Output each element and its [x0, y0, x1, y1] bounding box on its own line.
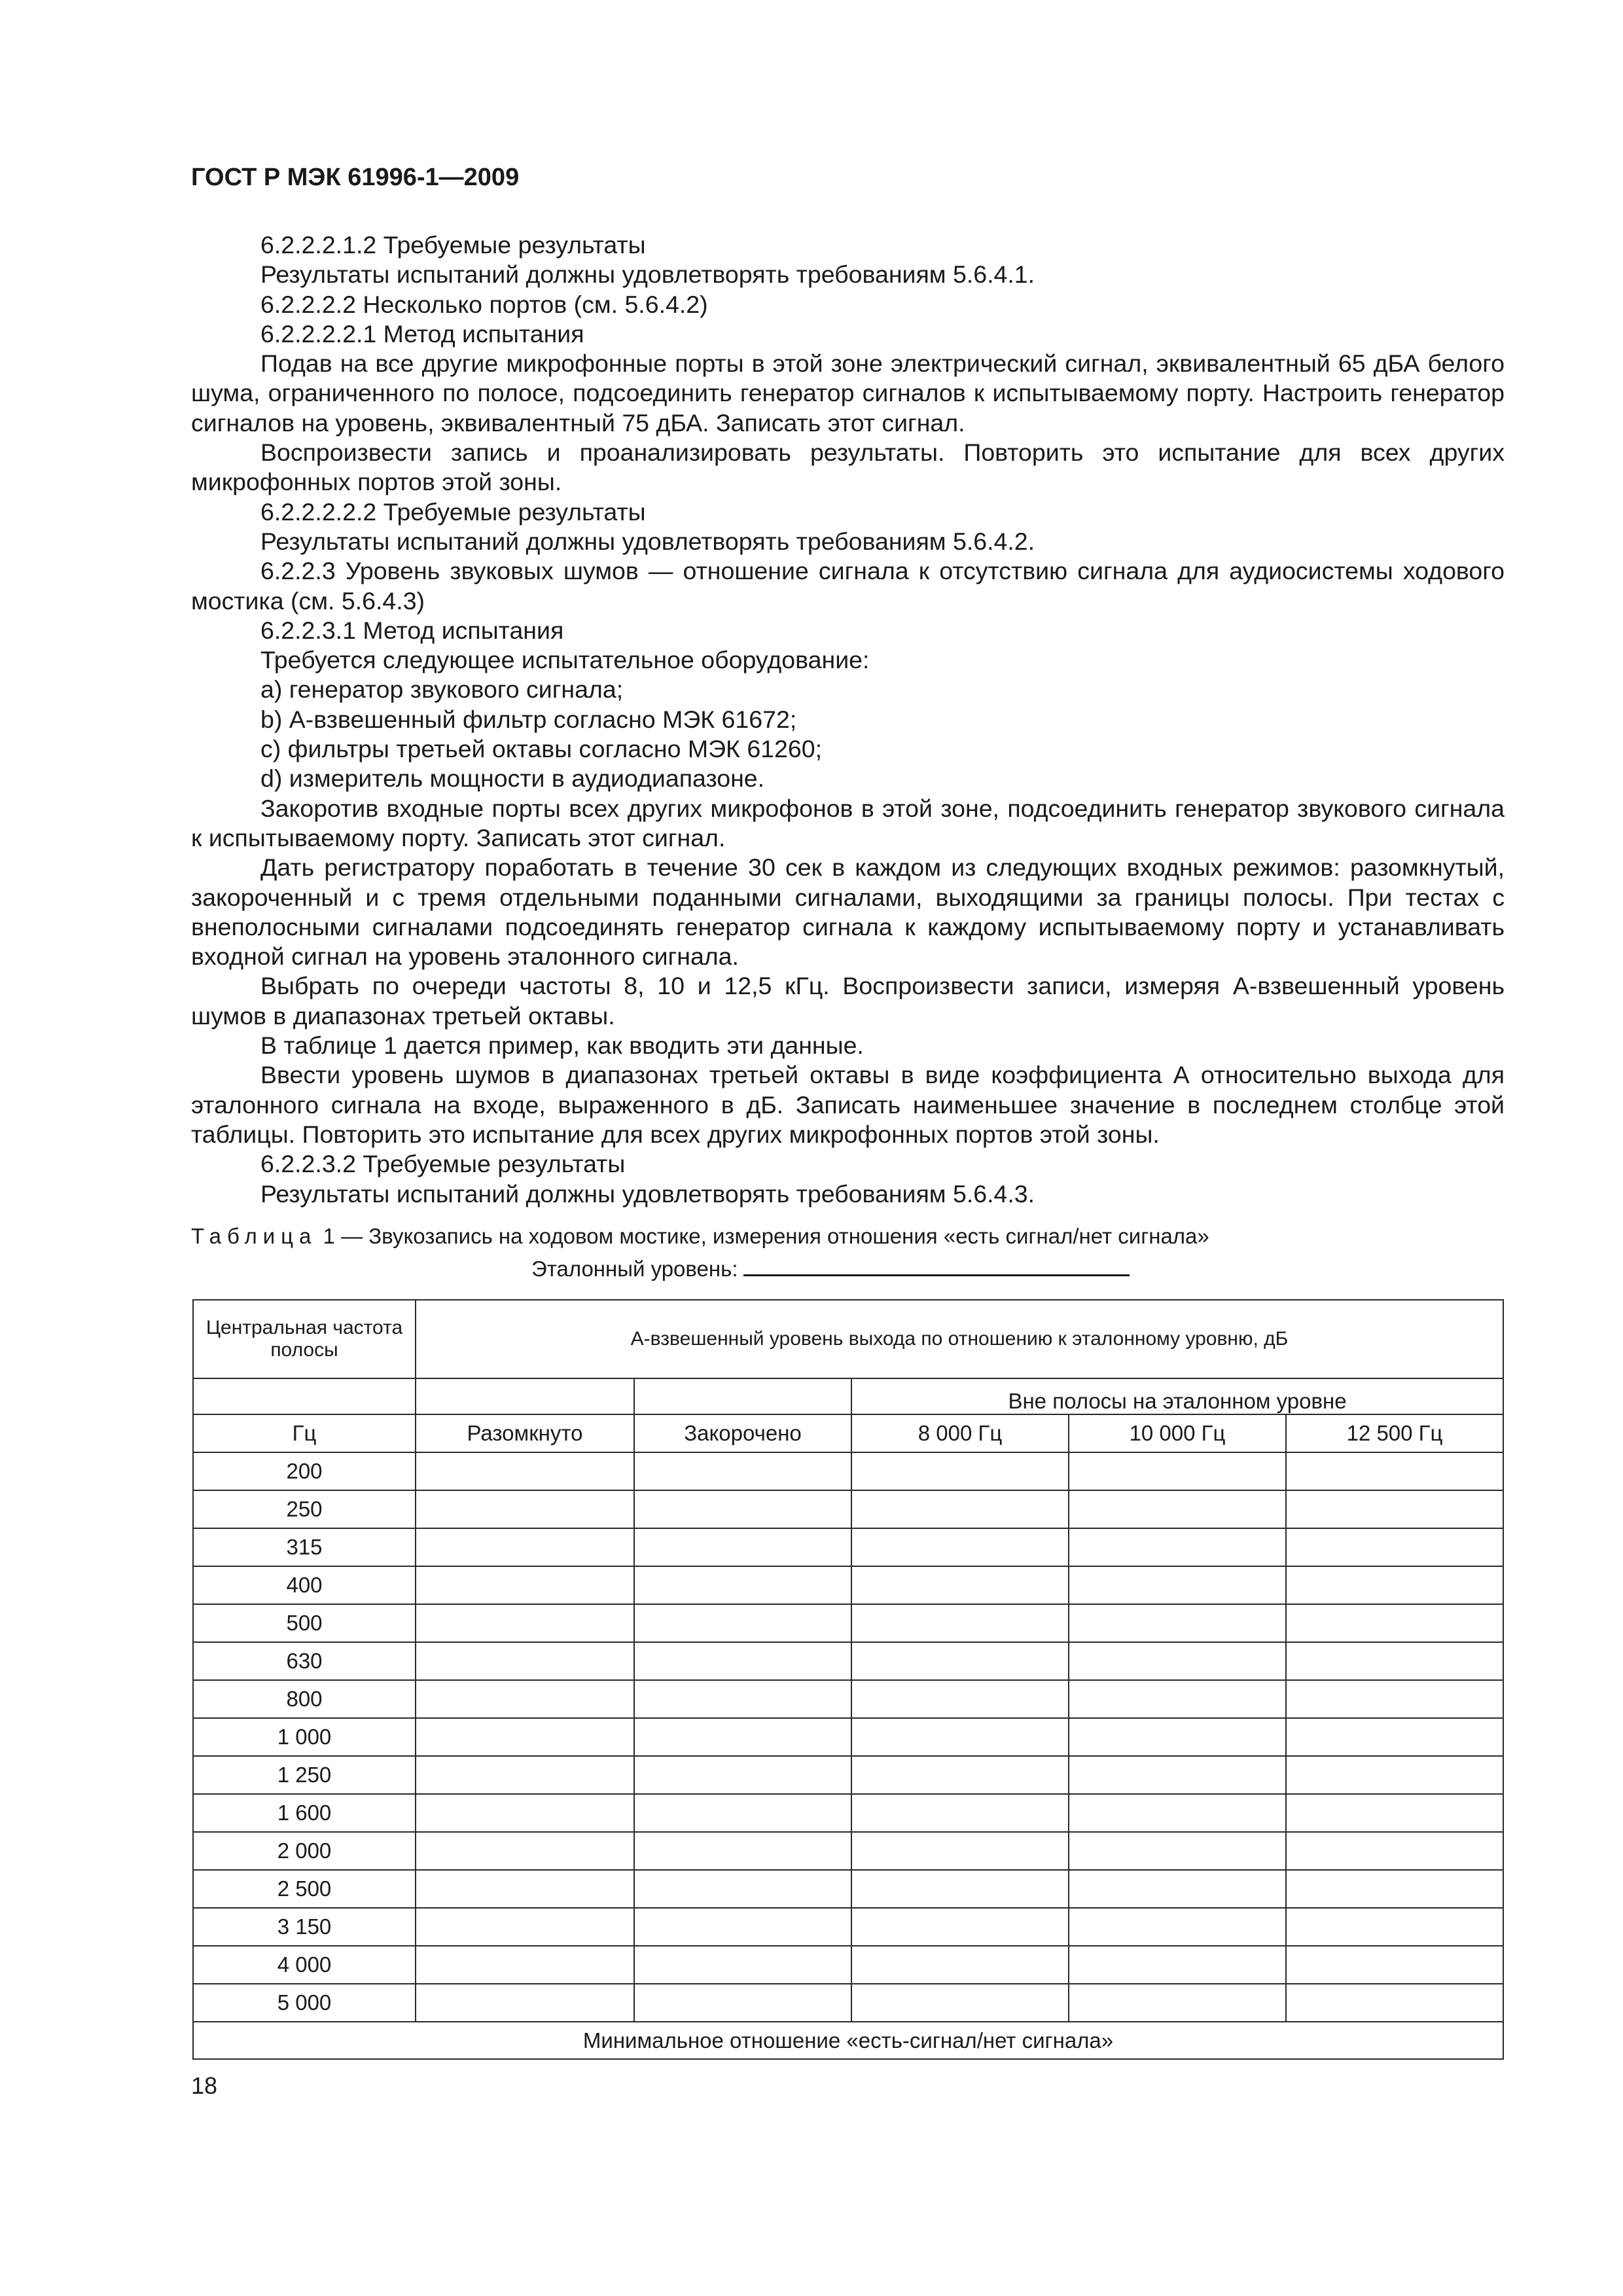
table-row [193, 1946, 1503, 1984]
paragraph: 6.2.2.2.2 Несколько портов (см. 5.6.4.2) [260, 290, 708, 318]
empty-value-cell[interactable] [634, 1604, 851, 1642]
empty-value-cell[interactable] [1069, 1832, 1286, 1870]
paragraph: Результаты испытаний должны удовлетворять требованиям 5.6.4.2. [260, 527, 1035, 555]
header-blank-cell [416, 1378, 634, 1414]
column-header: Гц [193, 1414, 416, 1452]
empty-value-cell[interactable] [1069, 1718, 1286, 1756]
empty-value-cell[interactable] [1286, 1794, 1503, 1832]
empty-value-cell[interactable] [851, 1832, 1069, 1870]
empty-value-cell[interactable] [416, 1908, 634, 1946]
paragraph: d) измеритель мощности в аудиодиапазоне. [260, 764, 765, 793]
paragraph: с) фильтры третьей октавы согласно МЭК 61260; [260, 735, 823, 763]
empty-value-cell[interactable] [851, 1490, 1069, 1528]
empty-value-cell[interactable] [634, 1528, 851, 1566]
empty-value-cell[interactable] [851, 1908, 1069, 1946]
table-row [193, 1908, 1503, 1946]
header-blank-cell [193, 1378, 416, 1414]
empty-value-cell[interactable] [1286, 1984, 1503, 2022]
empty-value-cell[interactable] [634, 1946, 851, 1984]
table-row [193, 1566, 1503, 1604]
paragraph: 6.2.2.3 Уровень звуковых шумов — отношение сигнала к отсутствию сигнала для аудиосистемы ходового мостика (см. 5.6.4.3) [191, 557, 1505, 615]
empty-value-cell[interactable] [416, 1490, 634, 1528]
frequency-cell: 500 [193, 1604, 416, 1642]
paragraph: Подав на все другие микрофонные порты в этой зоне электрический сигнал, эквивалентный 65 дБА белого шума, ограниченного по полосе, подсоединить генератор сигналов к испытываемому порту. Настроить генератор сигналов на уровень, эквивалентный 75 дБА. Записать этот сигнал. [191, 350, 1505, 437]
empty-value-cell[interactable] [416, 1528, 634, 1566]
empty-value-cell[interactable] [1286, 1680, 1503, 1718]
empty-value-cell[interactable] [851, 1452, 1069, 1490]
paragraph: Требуется следующее испытательное оборудование: [260, 646, 870, 674]
empty-value-cell[interactable] [851, 1566, 1069, 1604]
empty-value-cell[interactable] [416, 1870, 634, 1908]
empty-value-cell[interactable] [1286, 1718, 1503, 1756]
empty-value-cell[interactable] [634, 1870, 851, 1908]
frequency-cell: 1 250 [193, 1756, 416, 1794]
empty-value-cell[interactable] [634, 1490, 851, 1528]
frequency-cell: 5 000 [193, 1984, 416, 2022]
frequency-cell: 2 500 [193, 1870, 416, 1908]
empty-value-cell[interactable] [1069, 1604, 1286, 1642]
empty-value-cell[interactable] [634, 1794, 851, 1832]
frequency-cell: 250 [193, 1490, 416, 1528]
table-row [193, 1794, 1503, 1832]
paragraph: Закоротив входные порты всех других микрофонов в этой зоне, подсоединить генератор звукового сигнала к испытываемому порту. Записать этот сигнал. [191, 794, 1505, 852]
empty-value-cell[interactable] [634, 1566, 851, 1604]
empty-value-cell[interactable] [1286, 1642, 1503, 1680]
empty-value-cell[interactable] [1069, 1908, 1286, 1946]
table-row [193, 1528, 1503, 1566]
body-text [191, 230, 1505, 1209]
empty-value-cell[interactable] [634, 1680, 851, 1718]
table-caption-text: 1 — Звукозапись на ходовом мостике, измерения отношения «есть сигнал/нет сигнала» [317, 1224, 1209, 1248]
column-header: 10 000 Гц [1069, 1414, 1286, 1452]
empty-value-cell[interactable] [851, 1756, 1069, 1794]
page-number: 18 [191, 2072, 218, 2099]
empty-value-cell[interactable] [416, 1794, 634, 1832]
empty-value-cell[interactable] [416, 1984, 634, 2022]
empty-value-cell[interactable] [851, 1528, 1069, 1566]
empty-value-cell[interactable] [416, 1604, 634, 1642]
frequency-cell: 1 600 [193, 1794, 416, 1832]
column-header: 12 500 Гц [1286, 1414, 1503, 1452]
paragraph: b) А-взвешенный фильтр согласно МЭК 61672; [260, 705, 797, 733]
column-header-row [193, 1414, 1503, 1452]
empty-value-cell[interactable] [634, 1984, 851, 2022]
empty-value-cell[interactable] [634, 1452, 851, 1490]
paragraph: 6.2.2.2.1.2 Требуемые результаты [260, 231, 646, 259]
table-row [193, 1718, 1503, 1756]
frequency-cell: 4 000 [193, 1946, 416, 1984]
empty-value-cell[interactable] [851, 1604, 1069, 1642]
empty-value-cell[interactable] [1069, 1680, 1286, 1718]
empty-value-cell[interactable] [416, 1642, 634, 1680]
empty-value-cell[interactable] [416, 1756, 634, 1794]
empty-value-cell[interactable] [1069, 1528, 1286, 1566]
table-row [193, 1490, 1503, 1528]
empty-value-cell[interactable] [634, 1832, 851, 1870]
table-caption-label: Таблица [191, 1224, 317, 1248]
column-header: Разомкнуто [416, 1414, 634, 1452]
empty-value-cell[interactable] [634, 1642, 851, 1680]
empty-value-cell[interactable] [416, 1566, 634, 1604]
table-row [193, 1984, 1503, 2022]
paragraph: а) генератор звукового сигнала; [260, 675, 624, 704]
empty-value-cell[interactable] [1069, 1756, 1286, 1794]
paragraph: Результаты испытаний должны удовлетворять требованиям 5.6.4.3. [260, 1179, 1035, 1208]
empty-value-cell[interactable] [1286, 1756, 1503, 1794]
empty-value-cell[interactable] [1069, 1452, 1286, 1490]
frequency-cell: 315 [193, 1528, 416, 1566]
frequency-cell: 400 [193, 1566, 416, 1604]
empty-value-cell[interactable] [634, 1908, 851, 1946]
paragraph: 6.2.2.3.2 Требуемые результаты [260, 1150, 626, 1178]
empty-value-cell[interactable] [1286, 1490, 1503, 1528]
reference-level-blank [743, 1255, 1130, 1276]
empty-value-cell[interactable] [1069, 1870, 1286, 1908]
frequency-cell: 800 [193, 1680, 416, 1718]
empty-value-cell[interactable] [1286, 1452, 1503, 1490]
table-row [193, 1832, 1503, 1870]
empty-value-cell[interactable] [416, 1680, 634, 1718]
empty-value-cell[interactable] [634, 1718, 851, 1756]
reference-level-label: Эталонный уровень: [531, 1257, 738, 1281]
empty-value-cell[interactable] [1069, 1946, 1286, 1984]
frequency-cell: 1 000 [193, 1718, 416, 1756]
header-blank-cell [634, 1378, 851, 1414]
paragraph: 6.2.2.2.2.1 Метод испытания [260, 319, 584, 348]
paragraph: 6.2.2.3.1 Метод испытания [260, 616, 564, 644]
empty-value-cell[interactable] [634, 1756, 851, 1794]
frequency-cell: 2 000 [193, 1832, 416, 1870]
frequency-cell: 3 150 [193, 1908, 416, 1946]
empty-value-cell[interactable] [1286, 1870, 1503, 1908]
table-footer-row [193, 2022, 1503, 2059]
reference-level-line [531, 1255, 1130, 1283]
empty-value-cell[interactable] [416, 1718, 634, 1756]
table-row [193, 1870, 1503, 1908]
paragraph: Дать регистратору поработать в течение 30 сек в каждом из следующих входных режимов: разомкнутый, закороченный и с тремя отдельными поданными сигналами, выходящими за границы полосы. При тестах с внеполосными сигналами подсоединять генератор сигнала к каждому испытываемому порту и устанавливать входной сигнал на уровень эталонного сигнала. [191, 853, 1505, 971]
table-row [193, 1642, 1503, 1680]
paragraph: Ввести уровень шумов в диапазонах третьей октавы в виде коэффициента А относительно выхода для эталонного сигнала на входе, выраженного в дБ. Записать наименьшее значение в последнем столбце этой таблицы. Повторить это испытание для всех других микрофонных портов этой зоны. [191, 1061, 1505, 1148]
frequency-cell: 200 [193, 1452, 416, 1490]
empty-value-cell[interactable] [1069, 1490, 1286, 1528]
empty-value-cell[interactable] [851, 1870, 1069, 1908]
paragraph: В таблице 1 дается пример, как вводить эти данные. [260, 1031, 864, 1060]
paragraph: Выбрать по очереди частоты 8, 10 и 12,5 кГц. Воспроизвести записи, измеряя А-взвешенный уровень шумов в диапазонах третьей октавы. [191, 972, 1505, 1030]
empty-value-cell[interactable] [1069, 1566, 1286, 1604]
column-header: Закорочено [634, 1414, 851, 1452]
empty-value-cell[interactable] [1286, 1946, 1503, 1984]
empty-value-cell[interactable] [851, 1794, 1069, 1832]
paragraph: Воспроизвести запись и проанализировать результаты. Повторить это испытание для всех других микрофонных портов этой зоны. [191, 439, 1505, 496]
empty-value-cell[interactable] [1286, 1566, 1503, 1604]
table-row [193, 1604, 1503, 1642]
measurement-table [192, 1299, 1504, 2060]
table-row [193, 1756, 1503, 1794]
a-weighted-level-header: А-взвешенный уровень выхода по отношению к эталонному уровню, дБ [416, 1300, 1503, 1378]
empty-value-cell[interactable] [1069, 1642, 1286, 1680]
document-header: ГОСТ Р МЭК 61996-1—2009 [191, 164, 520, 191]
paragraph: 6.2.2.2.2.2 Требуемые результаты [260, 497, 646, 526]
column-header: 8 000 Гц [851, 1414, 1069, 1452]
empty-value-cell[interactable] [851, 1718, 1069, 1756]
empty-value-cell[interactable] [851, 1984, 1069, 2022]
table-row [193, 1452, 1503, 1490]
empty-value-cell[interactable] [851, 1642, 1069, 1680]
table-caption [191, 1223, 1505, 1250]
empty-value-cell[interactable] [416, 1946, 634, 1984]
out-of-band-header: Вне полосы на эталонном уровне [851, 1378, 1503, 1414]
empty-value-cell[interactable] [1286, 1528, 1503, 1566]
empty-value-cell[interactable] [1286, 1832, 1503, 1870]
frequency-cell: 630 [193, 1642, 416, 1680]
paragraph: Результаты испытаний должны удовлетворять требованиям 5.6.4.1. [260, 260, 1035, 289]
table-row [193, 1680, 1503, 1718]
empty-value-cell[interactable] [851, 1946, 1069, 1984]
minimum-ratio-label: Минимальное отношение «есть-сигнал/нет сигнала» [193, 2022, 1503, 2059]
empty-value-cell[interactable] [1286, 1604, 1503, 1642]
center-frequency-header: Центральная частота полосы [193, 1300, 416, 1378]
empty-value-cell[interactable] [416, 1832, 634, 1870]
empty-value-cell[interactable] [1069, 1794, 1286, 1832]
empty-value-cell[interactable] [1286, 1908, 1503, 1946]
empty-value-cell[interactable] [851, 1680, 1069, 1718]
empty-value-cell[interactable] [1069, 1984, 1286, 2022]
empty-value-cell[interactable] [416, 1452, 634, 1490]
